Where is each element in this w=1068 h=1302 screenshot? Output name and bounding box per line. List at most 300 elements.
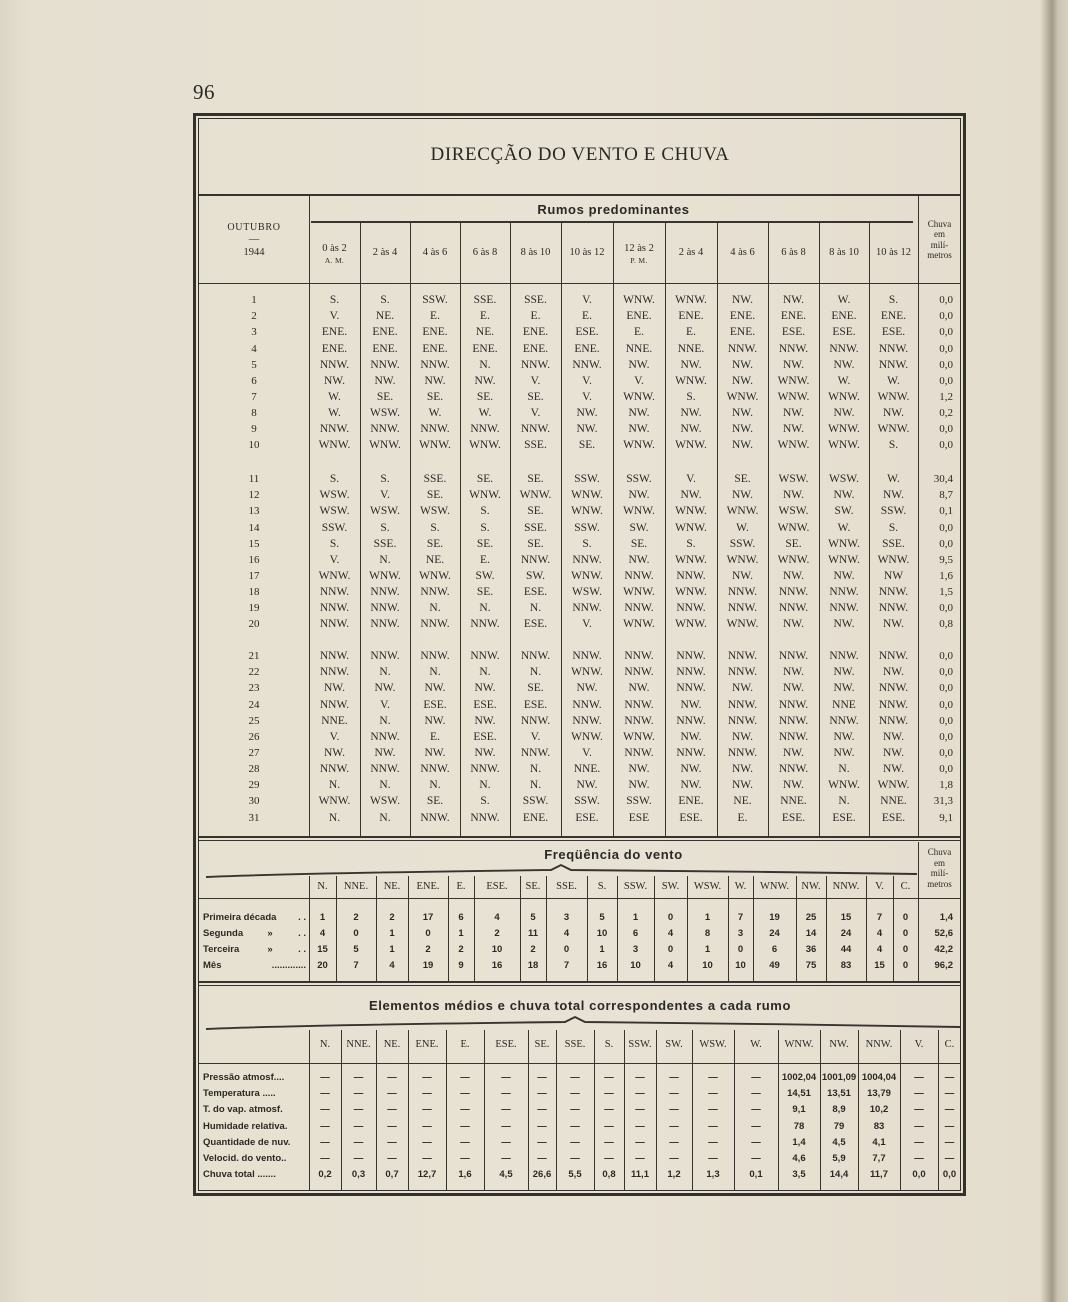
wind-direction-cell: NNW.	[470, 763, 500, 776]
direction-column-header: W.	[734, 881, 747, 892]
day-number: 12	[248, 489, 260, 502]
wind-direction-cell: SE.	[476, 586, 494, 599]
wind-direction-cell: NW.	[680, 489, 702, 502]
rain-value: 1,2	[939, 390, 953, 403]
frequency-count: 6	[632, 928, 639, 939]
day-number: 28	[248, 763, 260, 776]
wind-direction-cell: NNW.	[370, 358, 400, 371]
element-value: —	[537, 1072, 547, 1083]
wind-direction-cell: WNW.	[519, 489, 552, 502]
day-number: 7	[251, 390, 257, 403]
wind-direction-cell: SSW.	[574, 473, 600, 485]
element-value: 1004,04	[861, 1072, 897, 1083]
element-value: —	[708, 1088, 718, 1100]
wind-direction-cell: S.	[888, 439, 899, 452]
wind-direction-cell: SSE.	[524, 439, 547, 452]
wind-direction-cell: WNW.	[828, 553, 860, 566]
wind-direction-cell: NW.	[576, 682, 598, 695]
wind-direction-cell: S.	[888, 294, 899, 306]
element-value: 8,9	[832, 1104, 846, 1116]
direction-column-header: NW.	[829, 1039, 849, 1050]
element-value: —	[320, 1072, 330, 1083]
wind-direction-cell: SE.	[527, 473, 544, 485]
element-value: 3,5	[792, 1169, 806, 1181]
wind-direction-cell: ENE.	[372, 342, 398, 355]
wind-direction-cell: WNW.	[828, 390, 860, 403]
wind-direction-cell: NW.	[833, 358, 855, 371]
wind-direction-cell: ENE.	[422, 326, 448, 339]
wind-direction-cell: NNW.	[727, 342, 758, 355]
element-value: —	[669, 1104, 679, 1116]
wind-direction-cell: E.	[480, 310, 490, 323]
wind-direction-cell: NNW.	[878, 714, 909, 727]
wind-direction-cell: NW.	[680, 407, 702, 419]
element-value: —	[669, 1120, 679, 1132]
wind-direction-cell: ESE.	[423, 698, 447, 711]
row-label: Chuva total .......	[203, 1169, 276, 1181]
element-value: 12,7	[417, 1169, 437, 1181]
wind-direction-cell: E.	[686, 326, 696, 339]
wind-direction-cell: ESE.	[881, 326, 906, 339]
wind-direction-cell: NW.	[833, 746, 855, 759]
frequency-count: 7	[563, 960, 570, 971]
wind-direction-cell: NNW.	[319, 666, 350, 679]
leader-dots: . .	[298, 944, 306, 955]
day-number: 24	[248, 698, 260, 711]
wind-direction-cell: N.	[838, 763, 850, 776]
hour-header-range: 0 às 2	[322, 243, 347, 254]
wind-direction-cell: WNW.	[369, 569, 401, 582]
wind-direction-cell: WNW.	[877, 423, 910, 436]
element-value: —	[537, 1136, 547, 1148]
wind-direction-cell: NW.	[324, 682, 345, 695]
wind-direction-cell: W.	[328, 407, 341, 419]
wind-direction-cell: WNW.	[571, 505, 603, 518]
wind-direction-cell: NW.	[374, 746, 396, 759]
wind-direction-cell: NNW.	[572, 714, 602, 727]
element-value: —	[669, 1153, 679, 1164]
element-value: —	[669, 1136, 679, 1148]
wind-direction-cell: NNW.	[572, 650, 602, 662]
wind-direction-cell: V.	[530, 730, 541, 743]
wind-direction-cell: NNW.	[727, 602, 758, 615]
wind-direction-cell: NNW.	[420, 618, 450, 631]
direction-column-header: NNE.	[343, 881, 369, 892]
wind-direction-cell: N.	[479, 666, 491, 679]
wind-direction-cell: NW.	[680, 779, 702, 792]
wind-direction-cell: NNW.	[420, 811, 450, 824]
element-value: —	[914, 1120, 924, 1132]
day-number: 30	[248, 795, 260, 808]
wind-direction-cell: ENE.	[472, 342, 498, 355]
frequency-count: 1	[458, 928, 464, 939]
frequency-count: 25	[805, 912, 817, 923]
element-value: —	[914, 1104, 924, 1116]
wind-direction-cell: N.	[529, 666, 542, 679]
wind-direction-cell: NNW.	[624, 746, 654, 759]
wind-direction-cell: NNE.	[625, 342, 653, 355]
frequency-count: 4	[667, 960, 674, 971]
wind-direction-cell: NW.	[783, 746, 804, 759]
wind-direction-cell: WNW.	[777, 374, 810, 387]
wind-direction-cell: ESE.	[881, 811, 906, 824]
wind-direction-cell: NNW.	[520, 714, 551, 727]
wind-direction-cell: NW.	[680, 698, 702, 711]
wind-direction-cell: NW.	[424, 746, 446, 759]
row-label: Primeira década	[203, 912, 277, 923]
wind-direction-cell: S.	[329, 294, 340, 306]
wind-direction-cell: SE.	[578, 439, 596, 452]
frequency-count: 0	[425, 928, 431, 939]
element-value: 7,7	[872, 1153, 886, 1164]
wind-direction-cell: NW.	[424, 682, 446, 695]
wind-direction-cell: ENE.	[522, 326, 549, 339]
wind-direction-cell: WNW.	[419, 439, 451, 452]
element-value: —	[537, 1153, 547, 1164]
wind-direction-cell: WSW.	[370, 407, 400, 419]
wind-direction-cell: NW.	[833, 618, 855, 631]
element-value: —	[708, 1136, 718, 1148]
rain-value: 0,0	[939, 423, 953, 436]
frequency-count: 19	[769, 912, 780, 923]
wind-direction-cell: E.	[737, 811, 748, 824]
rain-value: 0,0	[939, 358, 953, 371]
day-number: 19	[248, 602, 260, 615]
frequency-count: 15	[840, 912, 852, 923]
wind-direction-cell: N.	[429, 779, 441, 792]
wind-direction-cell: NW.	[883, 407, 904, 419]
row-label: Velocid. do vento..	[203, 1153, 287, 1164]
wind-direction-cell: NNW.	[624, 569, 654, 582]
element-value: —	[914, 1136, 924, 1148]
element-value: —	[387, 1072, 397, 1083]
rain-value: 0,0	[939, 342, 953, 355]
wind-direction-cell: SSE.	[423, 473, 447, 485]
wind-direction-cell: SSE.	[882, 537, 905, 550]
wind-direction-cell: NNW.	[676, 682, 706, 695]
element-value: —	[537, 1104, 547, 1116]
day-number: 15	[248, 537, 260, 550]
frequency-count: 10	[596, 928, 608, 939]
wind-direction-cell: SE.	[476, 537, 494, 550]
wind-direction-cell: W.	[736, 521, 749, 534]
wind-direction-cell: SE.	[527, 505, 544, 518]
wind-direction-cell: NW.	[883, 746, 904, 759]
rain-value: 0,0	[939, 374, 953, 387]
wind-direction-cell: NW.	[732, 358, 753, 371]
direction-column-header: NW.	[801, 881, 821, 892]
wind-direction-cell: WSW.	[319, 489, 350, 502]
wind-direction-cell: NW.	[783, 618, 804, 631]
element-value: —	[422, 1153, 432, 1164]
wind-direction-cell: WNW.	[828, 537, 860, 550]
element-value: —	[635, 1072, 645, 1083]
wind-direction-cell: SW.	[834, 505, 854, 518]
leader-dots: . .	[298, 912, 306, 923]
day-number: 29	[248, 779, 260, 792]
direction-column-header: SSW.	[628, 1039, 652, 1050]
wind-direction-cell: V.	[686, 473, 696, 485]
frequency-count: 1	[704, 944, 711, 955]
day-number: 9	[251, 423, 257, 436]
wind-direction-cell: WSW.	[319, 505, 350, 518]
wind-direction-cell: NNW.	[778, 698, 809, 711]
wind-direction-cell: V.	[380, 489, 390, 502]
element-value: —	[944, 1153, 955, 1164]
wind-direction-cell: NNW.	[370, 602, 400, 615]
wind-direction-cell: WNW.	[623, 505, 655, 518]
wind-direction-cell: NW.	[628, 763, 650, 776]
wind-direction-cell: NNW.	[829, 714, 859, 727]
wind-direction-cell: NW.	[783, 358, 804, 371]
wind-direction-cell: NNW.	[319, 358, 350, 371]
direction-column-header: ENE.	[416, 881, 440, 892]
wind-direction-cell: V.	[582, 390, 592, 403]
direction-column-header: SE.	[534, 1039, 550, 1050]
frequency-brace	[206, 865, 917, 877]
wind-direction-cell: NNW.	[470, 618, 500, 631]
direction-column-header: S.	[604, 1039, 614, 1050]
frequency-count: 7	[876, 912, 883, 923]
wind-direction-cell: SSE.	[373, 537, 397, 550]
frequency-count: 3	[632, 944, 639, 955]
element-value: —	[669, 1088, 679, 1100]
element-value: —	[635, 1104, 645, 1116]
wind-direction-cell: NNW.	[676, 602, 706, 615]
element-value: 0,0	[942, 1169, 957, 1181]
wind-direction-cell: NW.	[732, 374, 753, 387]
wind-direction-cell: NNW.	[520, 650, 551, 662]
wind-direction-cell: NW.	[732, 779, 753, 792]
rain-value: 0,1	[939, 505, 953, 518]
wind-direction-cell: WNW.	[318, 795, 351, 808]
wind-direction-cell: SSE.	[524, 294, 547, 306]
frequency-count: 8	[704, 928, 711, 939]
wind-direction-cell: NW.	[576, 423, 598, 436]
wind-direction-cell: NW.	[883, 730, 904, 743]
element-value: 4,6	[792, 1153, 806, 1164]
element-value: —	[353, 1088, 364, 1100]
rain-value: 8,7	[939, 489, 953, 502]
wind-direction-cell: WNW.	[675, 553, 707, 566]
wind-direction-cell: NNW.	[319, 763, 350, 776]
hour-header-range: 2 às 4	[372, 247, 398, 258]
wind-direction-cell: WNW.	[419, 569, 451, 582]
wind-direction-cell: WNW.	[571, 569, 603, 582]
rain-value: 0,2	[939, 407, 953, 419]
day-number: 3	[251, 326, 257, 339]
element-value: —	[708, 1153, 718, 1164]
wind-direction-cell: NNW.	[520, 553, 551, 566]
wind-direction-cell: W.	[837, 294, 851, 306]
wind-direction-cell: NE.	[375, 310, 395, 323]
wind-direction-cell: SSE.	[524, 521, 547, 534]
wind-direction-cell: NNW.	[370, 763, 400, 776]
direction-column-header: NNW.	[832, 881, 860, 892]
rain-value: 0,8	[939, 618, 953, 631]
hour-header-range: 4 às 6	[422, 247, 448, 258]
element-value: —	[604, 1104, 614, 1116]
frequency-count: 2	[494, 928, 500, 939]
wind-direction-cell: WNW.	[877, 553, 910, 566]
wind-direction-cell: WSW.	[370, 505, 400, 518]
wind-direction-cell: NNE.	[780, 795, 807, 808]
frequency-count: 83	[840, 960, 852, 971]
month-rule: —	[248, 234, 260, 245]
wind-direction-cell: WNW.	[623, 730, 655, 743]
wind-direction-cell: NW.	[324, 374, 345, 387]
wind-direction-cell: WNW.	[877, 390, 910, 403]
direction-column-header: NE.	[383, 1039, 401, 1050]
wind-direction-cell: V.	[380, 698, 390, 711]
wind-direction-cell: NNW.	[319, 586, 350, 599]
wind-direction-cell: ESE.	[781, 811, 806, 824]
element-value: 11,7	[870, 1169, 888, 1181]
wind-direction-cell: S.	[380, 294, 390, 306]
element-value: 5,5	[568, 1169, 582, 1181]
frequency-count: 2	[353, 912, 359, 923]
wind-direction-cell: NNW.	[624, 714, 654, 727]
frequency-count: 4	[667, 928, 674, 939]
wind-direction-cell: WNW.	[469, 489, 501, 502]
frequency-count: 4	[389, 960, 395, 971]
wind-direction-cell: NW.	[732, 423, 753, 436]
wind-direction-cell: WNW.	[675, 521, 707, 534]
hour-header-range: 8 às 10	[520, 247, 551, 258]
element-value: —	[751, 1136, 761, 1148]
row-label: Pressão atmosf....	[203, 1072, 285, 1083]
hour-header-range: 4 às 6	[730, 247, 755, 258]
day-number: 14	[248, 521, 260, 534]
wind-direction-cell: NNE	[832, 698, 856, 711]
element-value: 14,4	[829, 1169, 849, 1181]
wind-direction-cell: NW.	[732, 569, 753, 582]
wind-direction-cell: NW.	[833, 730, 855, 743]
wind-direction-cell: WNW.	[726, 390, 759, 403]
wind-direction-cell: NW.	[474, 374, 496, 387]
wind-direction-cell: WNW.	[369, 439, 401, 452]
wind-direction-cell: NW.	[628, 553, 650, 566]
wind-direction-cell: NW.	[783, 682, 804, 695]
element-value: —	[914, 1072, 924, 1083]
wind-direction-cell: NW.	[883, 618, 904, 631]
element-value: —	[635, 1088, 645, 1100]
element-value: 4,5	[499, 1169, 513, 1181]
wind-direction-cell: NW.	[474, 714, 496, 727]
wind-direction-cell: NW.	[883, 489, 904, 502]
wind-direction-cell: ENE.	[729, 326, 756, 339]
wind-direction-cell: WNW.	[318, 439, 351, 452]
wind-direction-cell: NW.	[628, 489, 650, 502]
wind-direction-cell: SW.	[525, 569, 546, 582]
frequency-count: 15	[874, 960, 885, 971]
rain-value: 0,0	[939, 682, 953, 695]
frequency-count: 4	[876, 944, 883, 955]
rain-total: 1,4	[939, 912, 953, 923]
element-value: —	[537, 1088, 547, 1100]
wind-direction-cell: NNW.	[878, 682, 909, 695]
frequency-count: 9	[458, 960, 464, 971]
wind-direction-cell: WNW.	[828, 423, 860, 436]
frequency-count: 1	[389, 944, 395, 955]
wind-direction-cell: N.	[379, 811, 391, 824]
direction-column-header: SW.	[665, 1039, 683, 1050]
wind-direction-cell: NNW.	[420, 650, 450, 662]
wind-direction-cell: S.	[329, 473, 340, 485]
wind-direction-cell: NNW.	[624, 602, 654, 615]
wind-direction-cell: SE.	[426, 390, 444, 403]
row-label: Temperatura .....	[203, 1088, 276, 1100]
wind-direction-cell: ENE.	[780, 310, 807, 323]
wind-direction-cell: NW.	[628, 407, 650, 419]
element-value: 13,51	[827, 1088, 851, 1100]
element-value: —	[387, 1104, 397, 1116]
element-value: —	[501, 1072, 511, 1083]
wind-direction-cell: WSW.	[778, 473, 809, 485]
wind-direction-cell: S.	[480, 795, 490, 808]
day-number: 17	[248, 569, 260, 582]
wind-direction-cell: V.	[582, 618, 592, 631]
frequency-title: Freqüência do vento	[544, 847, 683, 862]
frequency-count: 24	[769, 928, 780, 939]
element-value: —	[570, 1104, 580, 1116]
element-value: —	[570, 1136, 580, 1148]
element-value: 1,6	[458, 1169, 472, 1181]
wind-direction-cell: NNW.	[470, 423, 500, 436]
day-number: 21	[248, 650, 260, 662]
wind-direction-cell: S.	[380, 521, 390, 534]
element-value: 10,2	[869, 1104, 889, 1116]
direction-column-header: WSW.	[693, 881, 722, 892]
wind-direction-cell: WNW.	[623, 439, 655, 452]
wind-direction-cell: S.	[582, 537, 592, 550]
wind-direction-cell: NNW.	[624, 666, 654, 679]
wind-direction-cell: WNW.	[777, 521, 810, 534]
wind-direction-cell: SSW.	[422, 294, 448, 306]
frequency-count: 3	[737, 928, 744, 939]
element-value: —	[708, 1104, 718, 1116]
frequency-count: 17	[422, 912, 434, 923]
rain-value: 0,0	[939, 602, 953, 615]
frequency-count: 10	[702, 960, 713, 971]
element-value: —	[387, 1120, 397, 1132]
rain-value: 0,0	[939, 310, 953, 323]
direction-column-header: ENE.	[415, 1039, 439, 1050]
wind-direction-cell: WNW.	[469, 439, 501, 452]
rain-header-line: Chuva	[927, 847, 952, 857]
element-value: 79	[833, 1120, 845, 1132]
wind-direction-cell: SW.	[629, 521, 649, 534]
wind-direction-cell: NNW.	[778, 714, 809, 727]
element-value: 11,1	[631, 1169, 649, 1181]
wind-direction-cell: NNW.	[676, 714, 706, 727]
section-rule	[199, 836, 961, 838]
frequency-count: 19	[422, 960, 434, 971]
wind-direction-cell: W.	[887, 473, 900, 485]
frequency-count: 14	[805, 928, 817, 939]
wind-direction-cell: NNW.	[319, 698, 350, 711]
frequency-count: 49	[769, 960, 780, 971]
year-label: 1944	[243, 247, 265, 258]
element-value: —	[944, 1104, 955, 1116]
wind-direction-cell: SE.	[527, 682, 544, 695]
wind-direction-cell: ENE.	[522, 811, 549, 824]
wind-direction-cell: NW.	[732, 407, 753, 419]
direction-column-header: S.	[597, 881, 607, 892]
wind-direction-cell: NNW.	[829, 342, 859, 355]
wind-direction-cell: WNW.	[877, 779, 910, 792]
frequency-count: 0	[902, 960, 909, 971]
